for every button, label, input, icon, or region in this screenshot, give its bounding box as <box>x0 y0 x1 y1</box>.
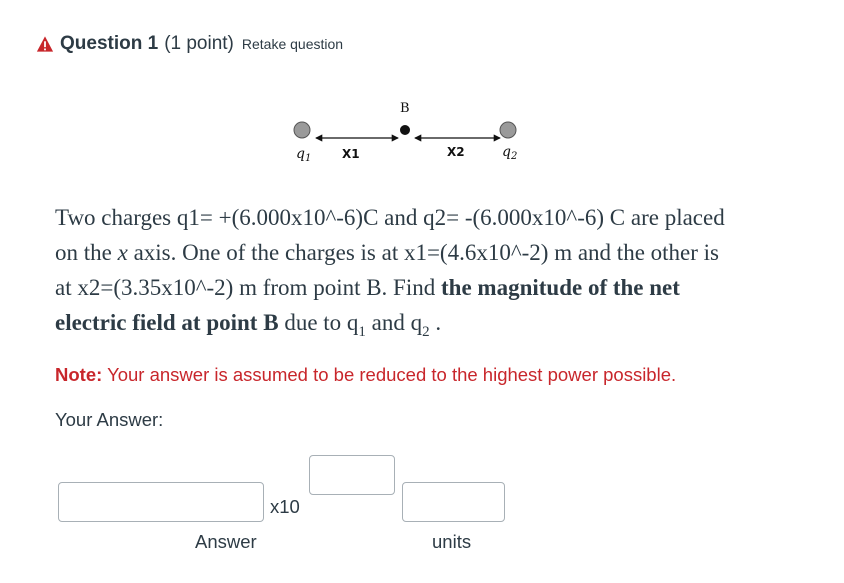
point-b-dot <box>400 125 410 135</box>
note-text <box>55 364 676 386</box>
q2-label: $q_2$ <box>502 144 518 162</box>
question-line-4: electric field at point B due to $q_1$ and $q_2$ . <box>55 310 442 340</box>
note-body: Your answer is assumed to be reduced to the highest power possible. <box>102 364 677 385</box>
warning-icon <box>36 35 54 53</box>
charge-q2 <box>500 122 516 138</box>
x2-label: X2 <box>447 145 465 159</box>
question-points: (1 point) <box>164 33 234 54</box>
question-header <box>36 30 343 58</box>
question-line-2: on the x axis. One of the charges is at x1=(4.6x10^-2) m and the other is <box>55 240 719 265</box>
answer-label: Answer <box>195 531 257 552</box>
your-answer-label: Your Answer: <box>55 409 164 430</box>
units-label: units <box>432 531 472 552</box>
question-line-1: Two charges q1= +(6.000x10^-6)C and q2= -(6.000x10^-6) C are placed <box>55 205 725 230</box>
times-ten-label: x10 <box>270 496 300 517</box>
question-title: Question 1 <box>60 33 159 54</box>
q1-label: $q_1$ <box>296 146 312 164</box>
retake-question-link[interactable]: Retake question <box>241 36 344 52</box>
question-line-3: at x2=(3.35x10^-2) m from point B. Find the magnitude of the net <box>55 275 680 300</box>
x1-label: X1 <box>342 147 360 161</box>
answer-input[interactable] <box>58 482 264 522</box>
question-text <box>55 200 795 344</box>
exponent-input[interactable] <box>309 455 395 495</box>
point-b-label: B <box>400 101 410 116</box>
units-input[interactable] <box>402 482 505 522</box>
note-label: Note: <box>55 364 103 385</box>
charge-diagram <box>280 92 530 172</box>
charge-q1 <box>294 122 310 138</box>
